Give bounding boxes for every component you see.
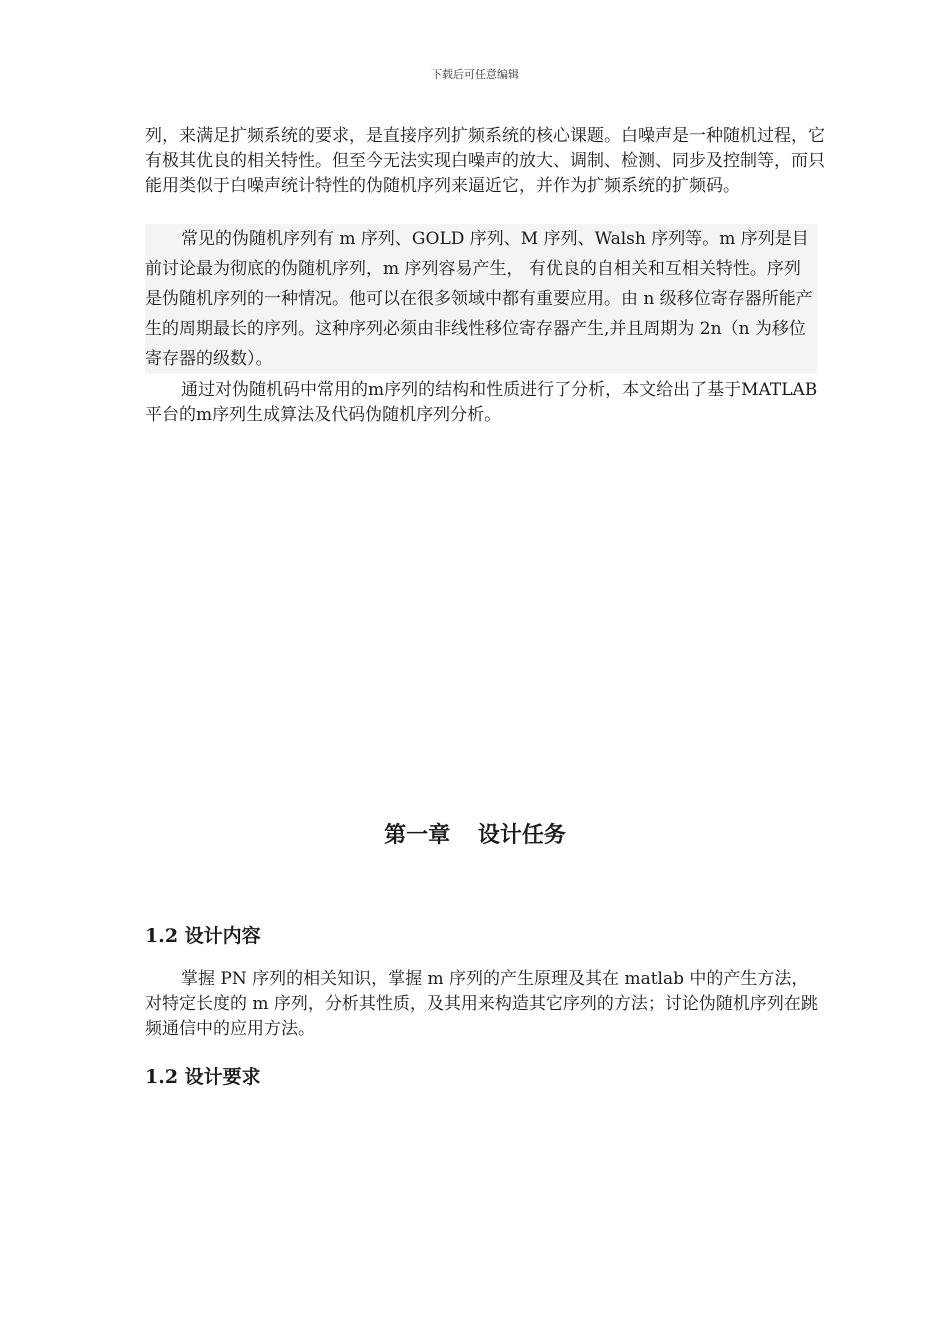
page-header: 下载后可任意编辑: [431, 68, 519, 81]
chapter-title: 第一章 设计任务: [384, 822, 566, 848]
section-title-design-requirements: 1.2 设计要求: [145, 1066, 261, 1088]
section-title-design-content: 1.2 设计内容: [145, 925, 261, 947]
paragraph-sequence-types: 常见的伪随机序列有 m 序列、GOLD 序列、M 序列、Walsh 序列等。m 序列是目前讨论最为彻底的伪随机序列，m 序列容易产生， 有优良的自相关和互相关特性。序列是伪随机序列的一种情况。他可以在很多领域中都有重要应用。由 n 级移位寄存器所能产生的周期最长的序列。这种序列必须由非线性移位寄存器产生,并且周期为 2n（n 为移位寄存器的级数）。: [145, 224, 817, 374]
paragraph-intro-continued: 列，来满足扩频系统的要求，是直接序列扩频系统的核心课题。白噪声是一种随机过程，它有极其优良的相关特性。但至今无法实现白噪声的放大、调制、检测、同步及控制等，而只能用类似于白噪声统计特性的伪随机序列来逼近它，并作为扩频系统的扩频码。: [145, 126, 825, 196]
paragraph-design-content: 掌握 PN 序列的相关知识，掌握 m 序列的产生原理及其在 matlab 中的产生方法，对特定长度的 m 序列，分析其性质，及其用来构造其它序列的方法；讨论伪随机序列在跳频通信中的应用方法。: [145, 969, 818, 1039]
paragraph-summary: 通过对伪随机码中常用的m序列的结构和性质进行了分析，本文给出了基于MATLAB平台的m序列生成算法及代码伪随机序列分析。: [145, 380, 818, 425]
